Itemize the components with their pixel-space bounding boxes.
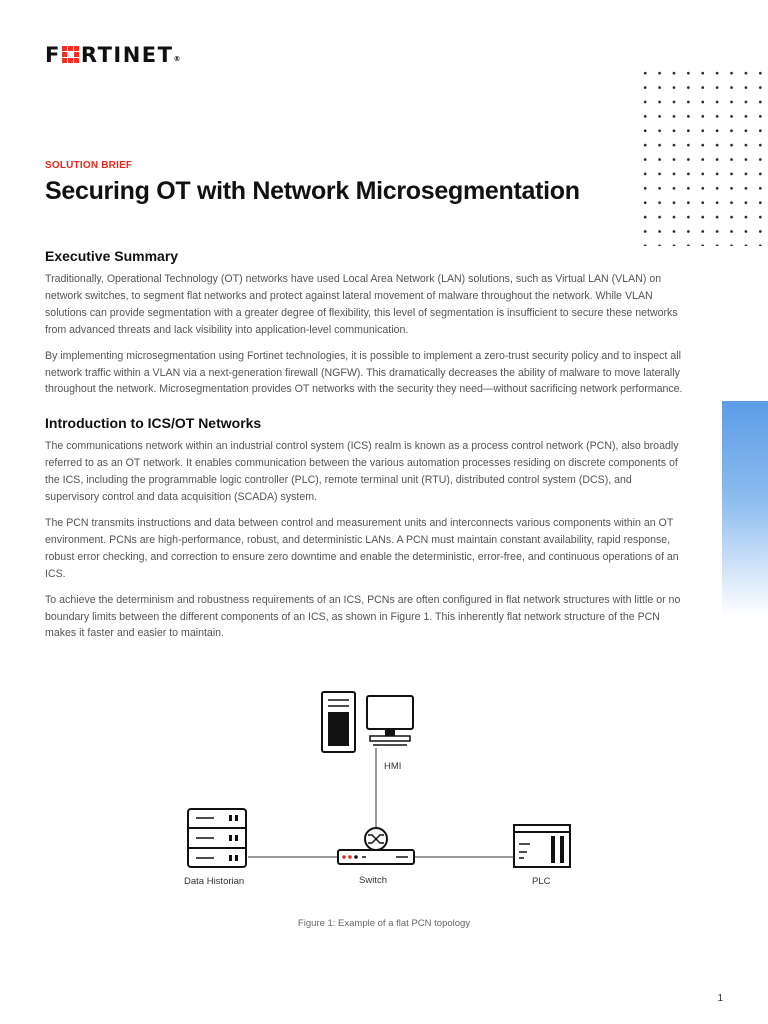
server-rack-icon [188, 809, 246, 867]
label-plc: PLC [532, 876, 551, 887]
monitor-icon [367, 696, 413, 745]
logo-text-left: F [45, 43, 61, 67]
section-heading-introduction: Introduction to ICS/OT Networks [45, 415, 262, 432]
decorative-dot-grid [638, 66, 768, 246]
paragraph: By implementing microsegmentation using Fortinet technologies, it is possible to implement a zero-trust security policy and to inspect all network traffic within a VLAN via a next-generation firewall (NGFW). This dramatically decreases the ability of malware to move laterally throughout the network. Microsegmentation provides OT networks with the security they need—without sacrificing network performance. [45, 349, 683, 396]
logo-text-right: RTINET [80, 43, 174, 67]
document-body [45, 248, 685, 651]
network-switch-icon [338, 828, 414, 864]
paragraph: Traditionally, Operational Technology (OT) networks have used Local Area Network (LAN) solutions, such as Virtual LAN (VLAN) on network switches, to segment flat networks and protect against lateral movement of malware throughout the network. While VLAN solutions can provide segmentation with a greater degree of flexibility, this level of segmentation is insufficient to secure these networks from advanced threats and lack visibility into application-level communication. [45, 273, 678, 336]
paragraph: The PCN transmits instructions and data between control and measurement units and interconnects various components within an OT environment. PCNs are high-performance, robust, and deterministic LANs. A PCN must maintain constant availability, rapid response, robust error checking, and correction to ensure zero downtime and enable the deterministic, error-free, and continuous operations of an ICS. [45, 516, 679, 580]
document-kicker: SOLUTION BRIEF [45, 160, 133, 171]
page-title: Securing OT with Network Microsegmentation [45, 177, 580, 205]
computer-tower-icon [322, 692, 355, 752]
section-heading-executive-summary: Executive Summary [45, 248, 179, 264]
fortinet-logo [45, 43, 180, 71]
label-data-historian: Data Historian [184, 876, 245, 887]
registered-mark: ® [173, 55, 181, 63]
label-switch: Switch [359, 875, 387, 886]
page-number: 1 [717, 993, 723, 1004]
label-hmi: HMI [384, 761, 402, 772]
plc-controller-icon [514, 825, 570, 867]
paragraph: To achieve the determinism and robustness requirements of an ICS, PCNs are often configured in flat network structures with little or no boundary limits between the different components of an ICS, as shown in Figure 1. This inherently flat network structure of the PCN makes it faster and easier to maintain. [45, 593, 681, 640]
decorative-blue-bar [722, 401, 768, 616]
paragraph: The communications network within an industrial control system (ICS) realm is known as a process control network (PCN), also broadly referred to as an OT network. It enables communication between the various automation processes residing on discrete components of the ICS, including the programmable logic controller (PLC), remote terminal unit (RTU), distributed control system (DCS), and supervisory control and data acquisition (SCADA) system. [45, 440, 679, 504]
figure-caption: Figure 1: Example of a flat PCN topology [297, 918, 471, 929]
fortinet-grid-icon [62, 46, 79, 63]
